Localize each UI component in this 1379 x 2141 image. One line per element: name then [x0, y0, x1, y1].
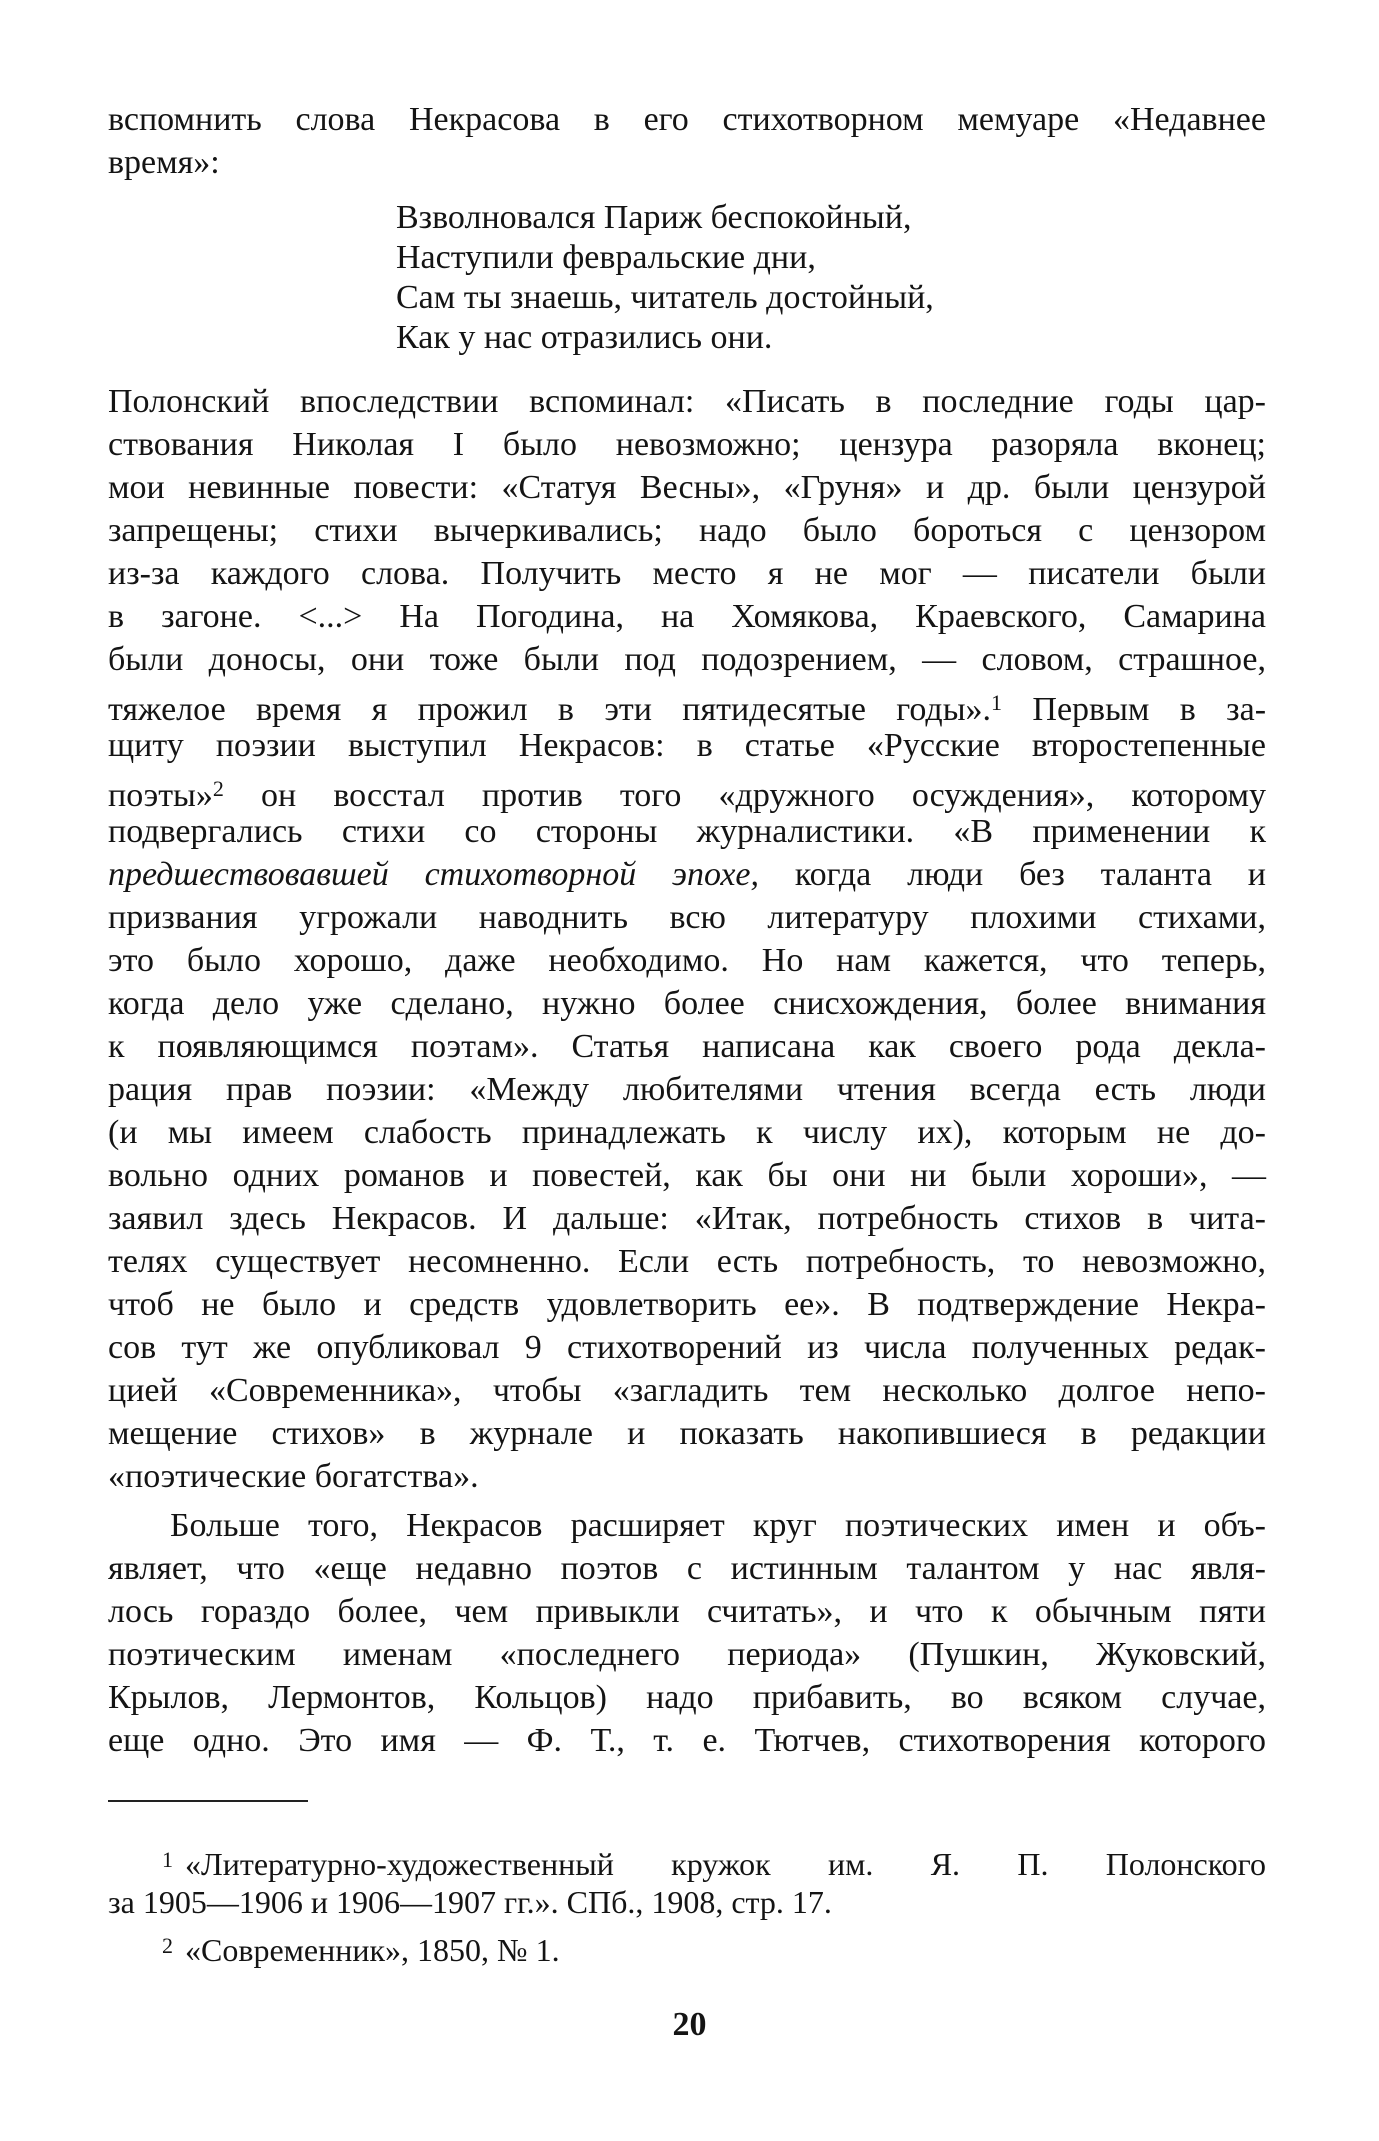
text-line: лось гораздо более, чем привыкли считать», и что к обычным пяти — [108, 1593, 1266, 1630]
text-line: в загоне. <...> На Погодина, на Хомякова, Краевского, Самарина — [108, 598, 1266, 635]
footnote-text: «Современник», 1850, № 1. — [185, 1932, 560, 1968]
text-span: Первым в за- — [1032, 691, 1267, 728]
text-line: цией «Современника», чтобы «загладить тем несколько долгое непо- — [108, 1372, 1266, 1409]
text-line: запрещены; стихи вычеркивались; надо было бороться с цензором — [108, 512, 1266, 549]
footnote-number: 2 — [162, 1933, 173, 1958]
verse-quote — [396, 198, 1266, 358]
verse-line: Как у нас отразились они. — [396, 319, 773, 356]
verse-line: Взволновался Париж беспокойный, — [396, 199, 912, 236]
footnote-separator — [108, 1800, 308, 1802]
text-line: щиту поэзии выступил Некрасов: в статье «Русские второстепенные — [108, 727, 1266, 764]
text-span: когда люди без таланта и — [794, 856, 1266, 893]
text-line: из-за каждого слова. Получить место я не мог — писатели были — [108, 555, 1266, 592]
text-line: «поэтические богатства». — [108, 1458, 479, 1495]
text-line: мещение стихов» в журнале и показать накопившиеся в редакции — [108, 1415, 1266, 1452]
text-line: Больше того, Некрасов расширяет круг поэтических имен и объ- — [170, 1507, 1266, 1544]
verse-line: Сам ты знаешь, читатель достойный, — [396, 279, 934, 316]
paragraph — [108, 1504, 1266, 1762]
text-line: мои невинные повести: «Статуя Весны», «Груня» и др. были цензурой — [108, 469, 1266, 506]
text-line: когда дело уже сделано, нужно более снисхождения, более внимания — [108, 985, 1266, 1022]
footnote-line — [108, 1924, 1266, 1967]
verse-line: Наступили февральские дни, — [396, 239, 816, 276]
footnote-line — [108, 1838, 1266, 1881]
text-line: чтоб не было и средств удовлетворить ее». В подтверждение Некра- — [108, 1286, 1266, 1323]
text-line: рация прав поэзии: «Между любителями чтения всегда есть люди — [108, 1071, 1266, 1108]
text-span: он восстал против того «дружного осуждения», которому — [261, 777, 1266, 814]
text-line: ствования Николая I было невозможно; цензура разоряла вконец; — [108, 426, 1266, 463]
text-line: время»: — [108, 144, 220, 181]
text-line: вольно одних романов и повестей, как бы они ни были хороши», — — [108, 1157, 1266, 1194]
footnotes — [108, 1838, 1266, 1967]
text-line: это было хорошо, даже необходимо. Но нам кажется, что теперь, — [108, 942, 1266, 979]
text-line: подвергались стихи со стороны журналистики. «В применении к — [108, 813, 1266, 850]
text-span: тяжелое время я прожил в эти пятидесятые годы». — [108, 691, 992, 728]
text-line: призвания угрожали наводнить всю литературу плохими стихами, — [108, 899, 1266, 936]
text-line: заявил здесь Некрасов. И дальше: «Итак, потребность стихов в чита- — [108, 1200, 1266, 1237]
text-line: (и мы имеем слабость принадлежать к числу их), которым не до- — [108, 1114, 1266, 1151]
page-number: 20 — [672, 2006, 707, 2043]
text-line: телях существует несомненно. Если есть потребность, то невозможно, — [108, 1243, 1266, 1280]
text-line: Крылов, Лермонтов, Кольцов) надо прибавить, во всяком случае, — [108, 1679, 1266, 1716]
text-line: были доносы, они тоже были под подозрением, — словом, страшное, — [108, 641, 1266, 678]
text-line — [108, 767, 1266, 814]
text-line: поэтическим именам «последнего периода» (Пушкин, Жуковский, — [108, 1636, 1266, 1673]
footnote-text: «Литературно-художественный кружок им. Я. П. Полонского — [185, 1846, 1266, 1882]
footnote-marker: 1 — [991, 690, 1003, 715]
text-line: Полонский впоследствии вспоминал: «Писать в последние годы цар- — [108, 383, 1266, 420]
footnote-line: за 1905—1906 и 1906—1907 гг.». СПб., 1908, стр. 17. — [108, 1884, 832, 1920]
footnote-number: 1 — [162, 1847, 173, 1872]
italic-emphasis: предшествовавшей стихотворной эпохе, — [108, 856, 760, 893]
text-line: к появляющимся поэтам». Статья написана как своего рода декла- — [108, 1028, 1266, 1065]
text-line: являет, что «еще недавно поэтов с истинным талантом у нас явля- — [108, 1550, 1266, 1587]
text-line: вспомнить слова Некрасова в его стихотворном мемуаре «Недавнее — [108, 101, 1266, 138]
text-line: сов тут же опубликовал 9 стихотворений из числа полученных редак- — [108, 1329, 1266, 1366]
text-line: еще одно. Это имя — Ф. Т., т. е. Тютчев, стихотворения которого — [108, 1722, 1266, 1759]
footnote-marker: 2 — [212, 776, 224, 801]
text-line — [108, 853, 1266, 896]
text-line — [108, 681, 1267, 728]
page-body — [108, 98, 1266, 1762]
text-span: поэты» — [108, 777, 213, 814]
paragraph — [108, 380, 1266, 1498]
